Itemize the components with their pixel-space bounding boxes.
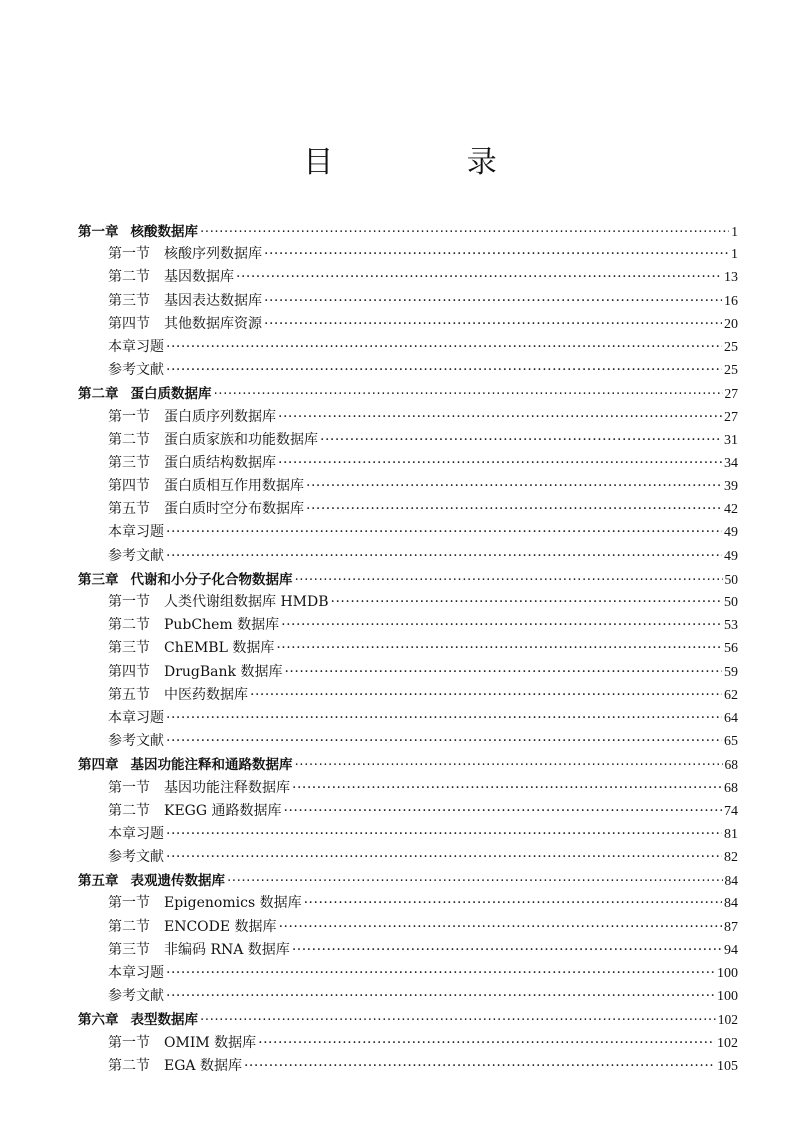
toc-entry-title: 本章习题 <box>108 524 164 541</box>
toc-entry-number: 第二节 <box>108 802 150 819</box>
toc-section-entry[interactable] <box>78 846 738 869</box>
toc-section-entry[interactable] <box>78 452 738 475</box>
dot-leader <box>200 221 729 244</box>
toc-section-entry[interactable] <box>78 498 738 521</box>
dot-leader <box>214 383 723 406</box>
dot-leader <box>331 591 722 614</box>
toc-section-entry[interactable] <box>78 545 738 568</box>
toc-entry-title: KEGG 通路数据库 <box>164 802 282 819</box>
dot-leader <box>304 892 722 915</box>
toc-page-number: 25 <box>724 339 738 355</box>
toc-page-number: 1 <box>731 224 738 239</box>
toc-section-entry[interactable] <box>78 661 738 684</box>
toc-page-number: 59 <box>724 664 738 680</box>
toc-entry-number: 第三节 <box>108 454 150 471</box>
dot-leader <box>284 800 723 823</box>
toc-chapter-entry[interactable] <box>78 382 738 405</box>
toc-section-entry[interactable] <box>78 985 738 1008</box>
toc-entry-number: 第一节 <box>108 594 150 610</box>
dot-leader <box>279 916 722 939</box>
toc-entry-title: 参考文献 <box>108 547 164 564</box>
dot-leader <box>166 846 722 869</box>
toc-section-entry[interactable] <box>78 800 738 823</box>
dot-leader <box>295 754 723 777</box>
toc-entry-number: 第一节 <box>108 779 150 796</box>
toc-entry-title: DrugBank 数据库 <box>164 663 283 680</box>
toc-section-entry[interactable] <box>78 684 738 707</box>
toc-section-entry[interactable] <box>78 707 738 730</box>
toc-section-entry[interactable] <box>78 475 738 498</box>
toc-section-entry[interactable] <box>78 892 738 915</box>
toc-chapter-entry[interactable] <box>78 568 738 591</box>
toc-page-number: 87 <box>724 919 738 935</box>
toc-page-number: 1 <box>731 247 738 263</box>
toc-page-number: 27 <box>724 386 738 402</box>
toc-page-number: 16 <box>724 293 738 309</box>
toc-section-entry[interactable] <box>78 591 738 614</box>
toc-section-entry[interactable] <box>78 1055 738 1078</box>
toc-page-number: 39 <box>724 479 738 495</box>
toc-page-number: 56 <box>724 641 738 657</box>
dot-leader <box>166 962 715 985</box>
toc-entry-number: 第二节 <box>108 617 150 634</box>
toc-entry-title: EGA 数据库 <box>164 1057 242 1074</box>
dot-leader <box>236 266 722 289</box>
dot-leader <box>306 475 722 498</box>
toc-page-number: 84 <box>724 873 738 889</box>
toc-entry-title: 非编码 RNA 数据库 <box>164 941 290 958</box>
toc-entry-title: 其他数据库资源 <box>164 315 262 332</box>
toc-entry-number: 第四节 <box>108 663 150 680</box>
toc-page-number: 94 <box>724 942 738 958</box>
toc-chapter-entry[interactable] <box>78 1008 738 1031</box>
toc-page-number: 105 <box>717 1058 738 1074</box>
toc-entry-number: 第六章 <box>78 1012 119 1029</box>
toc-entry-number: 第一节 <box>108 408 150 425</box>
toc-entry-title: 代谢和小分子化合物数据库 <box>130 571 293 588</box>
toc-entry-number: 第三章 <box>78 571 119 588</box>
toc-entry-number: 第三节 <box>108 640 150 657</box>
dot-leader <box>295 569 723 592</box>
toc-entry-number: 第一节 <box>108 1034 150 1051</box>
toc-chapter-entry[interactable] <box>78 753 738 776</box>
toc-section-entry[interactable] <box>78 521 738 544</box>
toc-section-entry[interactable] <box>78 916 738 939</box>
toc-section-entry[interactable] <box>78 637 738 660</box>
toc-page-number: 102 <box>717 1012 738 1028</box>
toc-entry-title: 参考文献 <box>108 362 164 379</box>
toc-entry-title: 本章习题 <box>108 338 164 355</box>
toc-section-entry[interactable] <box>78 243 738 266</box>
toc-entry-title: 表观遗传数据库 <box>130 873 225 890</box>
toc-entry-title: 基因功能注释数据库 <box>164 779 290 796</box>
dot-leader <box>166 985 715 1008</box>
toc-page-number: 27 <box>724 409 738 425</box>
toc-entry-number: 第一节 <box>108 246 150 263</box>
toc-entry-number: 第一节 <box>108 895 150 912</box>
toc-entry-title: 蛋白质序列数据库 <box>164 408 276 425</box>
dot-leader <box>166 823 722 846</box>
dot-leader <box>264 243 729 266</box>
toc-section-entry[interactable] <box>78 823 738 846</box>
toc-section-entry[interactable] <box>78 313 738 336</box>
toc-page-number: 81 <box>724 826 738 842</box>
toc-entry-number: 第三节 <box>108 292 150 309</box>
toc-page-number: 62 <box>724 687 738 703</box>
toc-page-number: 84 <box>724 896 738 912</box>
toc-entry-title: 参考文献 <box>108 988 164 1005</box>
toc-section-entry[interactable] <box>78 336 738 359</box>
dot-leader <box>166 521 722 544</box>
toc-page-number: 42 <box>724 502 738 518</box>
toc-entry-number: 第二节 <box>108 918 150 935</box>
toc-page-number: 49 <box>724 525 738 541</box>
toc-entry-title: 参考文献 <box>108 849 164 866</box>
dot-leader <box>166 545 722 568</box>
toc-entry-title: 核酸数据库 <box>130 224 198 240</box>
toc-entry-title: 本章习题 <box>108 965 164 981</box>
toc-section-entry[interactable] <box>78 777 738 800</box>
table-of-contents <box>78 220 738 1078</box>
toc-entry-number: 第二节 <box>108 431 150 448</box>
toc-page-number: 102 <box>717 1035 738 1051</box>
dot-leader <box>320 429 722 452</box>
toc-entry-number: 第四节 <box>108 315 150 332</box>
dot-leader <box>258 1032 715 1055</box>
dot-leader <box>264 290 722 313</box>
toc-section-entry[interactable] <box>78 290 738 313</box>
toc-section-entry[interactable] <box>78 266 738 289</box>
toc-entry-number: 第二节 <box>108 269 150 286</box>
toc-page-number: 100 <box>717 989 738 1005</box>
toc-section-entry[interactable] <box>78 730 738 753</box>
toc-entry-number: 第四章 <box>78 757 119 774</box>
toc-entry-number: 第三节 <box>108 941 150 958</box>
dot-leader <box>292 777 722 800</box>
dot-leader <box>278 406 722 429</box>
dot-leader <box>227 870 723 893</box>
dot-leader <box>306 498 722 521</box>
toc-entry-number: 第五节 <box>108 686 150 703</box>
toc-entry-title: 蛋白质结构数据库 <box>164 454 276 471</box>
toc-entry-title: 表型数据库 <box>130 1012 198 1029</box>
toc-entry-title: 蛋白质时空分布数据库 <box>164 501 304 518</box>
dot-leader <box>292 939 722 962</box>
toc-page-number: 20 <box>724 316 738 332</box>
dot-leader <box>250 684 722 707</box>
toc-entry-title: 本章习题 <box>108 709 164 726</box>
toc-entry-title: 人类代谢组数据库 HMDB <box>164 594 329 610</box>
dot-leader <box>166 359 722 382</box>
dot-leader <box>264 313 722 336</box>
toc-entry-title: PubChem 数据库 <box>164 617 280 634</box>
toc-entry-title: 基因表达数据库 <box>164 292 262 309</box>
toc-section-entry[interactable] <box>78 939 738 962</box>
toc-section-entry[interactable] <box>78 429 738 452</box>
dot-leader <box>281 614 722 637</box>
toc-chapter-entry[interactable] <box>78 869 738 892</box>
toc-entry-title: 本章习题 <box>108 825 164 842</box>
toc-page-number: 13 <box>724 270 738 286</box>
toc-entry-number: 第五节 <box>108 501 150 518</box>
toc-entry-title: 核酸序列数据库 <box>164 246 262 263</box>
toc-page-number: 64 <box>724 710 738 726</box>
toc-entry-title: ChEMBL 数据库 <box>164 640 275 657</box>
toc-entry-title: ENCODE 数据库 <box>164 918 277 935</box>
toc-entry-number: 第五章 <box>78 873 119 890</box>
toc-entry-title: 中医药数据库 <box>164 686 248 703</box>
toc-entry-title: 基因数据库 <box>164 269 234 286</box>
page-title: 目 录 <box>303 145 559 180</box>
dot-leader <box>166 336 722 359</box>
toc-page-number: 49 <box>724 548 738 564</box>
toc-page-number: 68 <box>724 780 738 796</box>
dot-leader <box>166 707 722 730</box>
toc-entry-title: 蛋白质相互作用数据库 <box>164 478 304 495</box>
toc-chapter-entry[interactable] <box>78 220 738 243</box>
toc-section-entry[interactable] <box>78 614 738 637</box>
dot-leader <box>276 637 722 660</box>
toc-page-number: 100 <box>717 966 738 981</box>
toc-page-number: 68 <box>724 757 738 773</box>
toc-entry-title: 蛋白质家族和功能数据库 <box>164 431 318 448</box>
toc-page-number: 82 <box>724 850 738 866</box>
toc-page-number: 34 <box>724 455 738 471</box>
toc-entry-title: 参考文献 <box>108 733 164 750</box>
dot-leader <box>278 452 722 475</box>
toc-page-number: 50 <box>724 571 738 587</box>
toc-entry-number: 第二节 <box>108 1057 150 1074</box>
toc-section-entry[interactable] <box>78 406 738 429</box>
dot-leader <box>166 730 722 753</box>
dot-leader <box>200 1009 716 1032</box>
dot-leader <box>244 1055 715 1078</box>
toc-entry-title: OMIM 数据库 <box>164 1034 257 1051</box>
toc-page-number: 50 <box>724 595 738 610</box>
toc-entry-title: Epigenomics 数据库 <box>164 895 302 912</box>
toc-entry-title: 基因功能注释和通路数据库 <box>130 757 293 774</box>
dot-leader <box>284 661 722 684</box>
toc-entry-number: 第二章 <box>78 386 119 403</box>
toc-page-number: 31 <box>724 432 738 448</box>
toc-page-number: 74 <box>724 803 738 819</box>
toc-entry-number: 第一章 <box>78 224 119 240</box>
toc-page-number: 25 <box>724 363 738 379</box>
toc-entry-number: 第四节 <box>108 478 150 495</box>
toc-section-entry[interactable] <box>78 1032 738 1055</box>
toc-entry-title: 蛋白质数据库 <box>130 386 212 403</box>
toc-page-number: 65 <box>724 734 738 750</box>
toc-page-number: 53 <box>724 618 738 634</box>
toc-section-entry[interactable] <box>78 359 738 382</box>
toc-section-entry[interactable] <box>78 962 738 985</box>
